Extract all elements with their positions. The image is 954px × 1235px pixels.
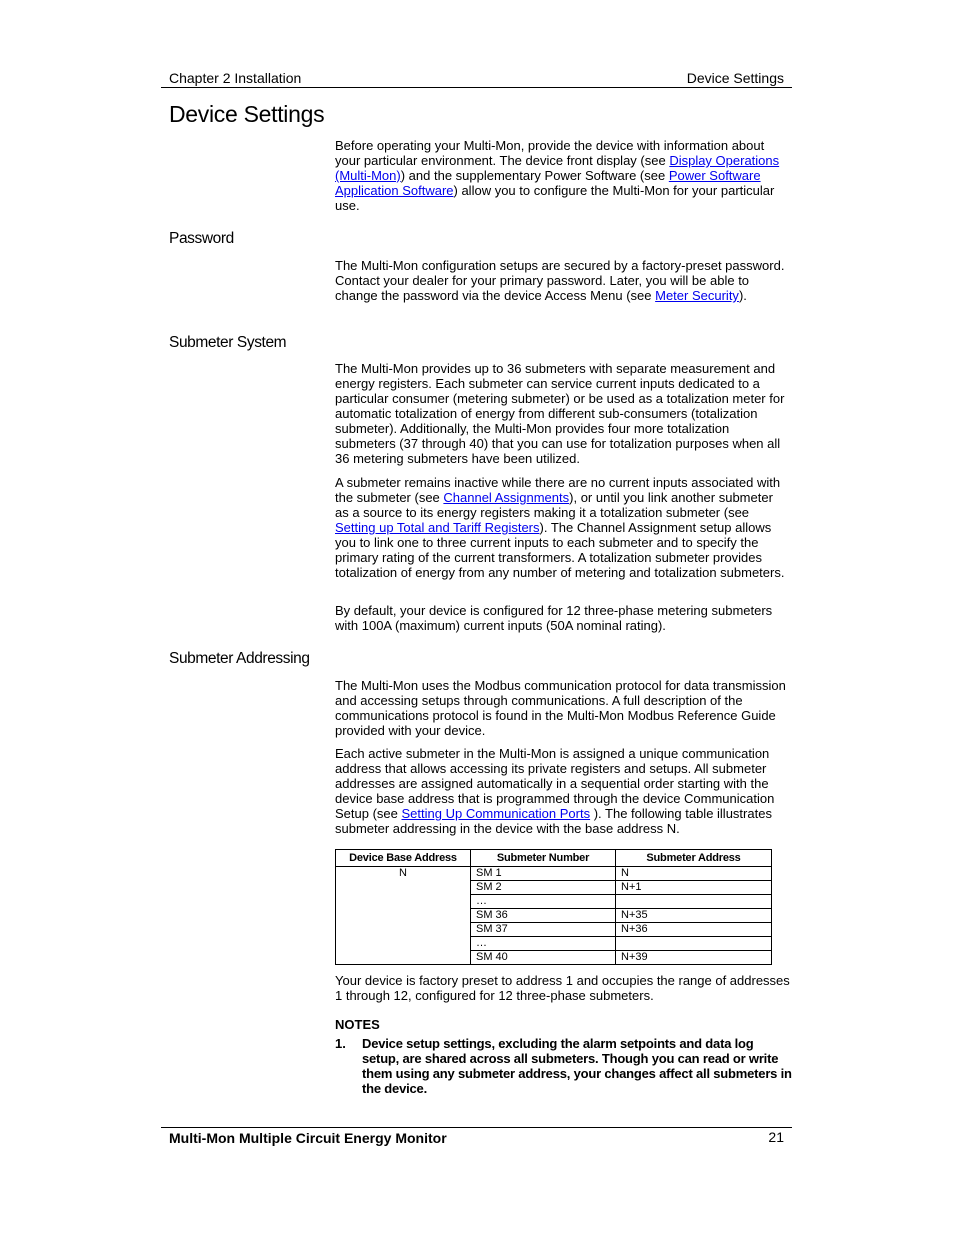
notes-heading: NOTES xyxy=(335,1017,380,1032)
page-title: Device Settings xyxy=(169,101,325,127)
ss-p2-text-3: ). The Channel Assignment setup allows you to link one to three current inputs to each submeter and to specify the primary rating of the current transformers. A totalization submeter provides totalization of energy from any number of metering and totalization submeters. xyxy=(335,520,785,580)
submeter-address-table xyxy=(335,849,772,965)
link-power-software[interactable]: Power Software Application Software xyxy=(335,168,761,198)
col-header-number: Submeter Number xyxy=(471,850,616,867)
table-header-row xyxy=(336,850,772,867)
table-cell xyxy=(616,937,772,951)
intro-text-2: ) and the supplementary Power Software (see xyxy=(400,168,669,183)
intro-text-3: ) allow you to configure the Multi-Mon for your particular use. xyxy=(335,183,775,213)
table-cell: … xyxy=(471,937,616,951)
sa-p2-text-2: ). The following table illustrates submeter addressing in the device with the base address N. xyxy=(335,806,772,836)
submeter-addressing-p1: The Multi-Mon uses the Modbus communication protocol for data transmission and accessing setups through communications. A full description of the communications protocol is found in the Multi-Mon Modbus Reference Guide provided with your device. xyxy=(335,678,786,738)
table-cell: SM 2 xyxy=(471,881,616,895)
submeter-system-p2 xyxy=(335,475,790,580)
ss-p2-text-2: ), or until you link another submeter as a source to its energy registers making it a totalization submeter (see xyxy=(335,490,773,520)
submeter-addressing-p3: Your device is factory preset to address 1 and occupies the range of addresses 1 through 12, configured for 12 three-phase submeters. xyxy=(335,973,790,1003)
sa-p2-text-1: Each active submeter in the Multi-Mon is assigned a unique communication address that allows accessing its private registers and setups. All submeter addresses are assigned automatically in a sequential order starting with the device base address that is programmed through the device Communication Setup (see xyxy=(335,746,775,821)
table-cell: SM 36 xyxy=(471,909,616,923)
table-cell: SM 37 xyxy=(471,923,616,937)
link-total-tariff-registers[interactable]: Setting up Total and Tariff Registers xyxy=(335,520,540,535)
col-header-base: Device Base Address xyxy=(336,850,471,867)
table-cell: N+39 xyxy=(616,951,772,965)
col-header-address: Submeter Address xyxy=(616,850,772,867)
footer-title: Multi-Mon Multiple Circuit Energy Monitor xyxy=(169,1130,447,1146)
header-section: Device Settings xyxy=(686,70,784,86)
header-rule xyxy=(161,87,792,88)
link-meter-security[interactable]: Meter Security xyxy=(655,288,739,303)
password-text-2: ). xyxy=(738,288,747,303)
submeter-system-p1: The Multi-Mon provides up to 36 submeters with separate measurement and energy registers. Each submeter can service current inputs dedicated to a particular consumer (metering submeter) or be used as a totalization meter for automatic totalization of energy from different sub-consumers (totalization submeter). Additionally, the Multi-Mon provides four more totalization submeters (37 through 40) that you can use for totalization purposes when all 36 metering submeters have been utilized. xyxy=(335,361,785,466)
heading-submeter-system: Submeter System xyxy=(169,334,287,351)
password-paragraph xyxy=(335,258,790,303)
header-chapter: Chapter 2 Installation xyxy=(169,70,302,86)
intro-paragraph xyxy=(335,138,790,213)
ss-p2-text-1: A submeter remains inactive while there are no current inputs associated with the submeter (see xyxy=(335,475,781,505)
link-display-operations[interactable]: Display Operations (Multi-Mon) xyxy=(335,153,780,183)
page-number: 21 xyxy=(768,1129,784,1145)
table-row xyxy=(336,867,772,881)
note-number: 1. xyxy=(335,1036,346,1051)
table-cell xyxy=(616,895,772,909)
submeter-system-p3: By default, your device is configured for 12 three-phase metering submeters with 100A (maximum) current inputs (50A nominal rating). xyxy=(335,603,773,633)
heading-submeter-addressing: Submeter Addressing xyxy=(169,650,310,667)
table-cell: N+1 xyxy=(616,881,772,895)
link-channel-assignments[interactable]: Channel Assignments xyxy=(443,490,570,505)
intro-text-1: Before operating your Multi-Mon, provide the device with information about your particular environment. The device front display (see xyxy=(335,138,765,168)
submeter-addressing-p2 xyxy=(335,746,790,836)
footer-rule xyxy=(161,1127,792,1128)
table-cell: N+36 xyxy=(616,923,772,937)
base-address-cell: N xyxy=(336,867,471,965)
heading-password: Password xyxy=(169,230,234,247)
table-cell: … xyxy=(471,895,616,909)
table-cell: SM 1 xyxy=(471,867,616,881)
table-cell: SM 40 xyxy=(471,951,616,965)
note-text: Device setup settings, excluding the alarm setpoints and data log setup, are shared across all submeters. Though you can read or write them using any submeter address, your changes affect all submeters in the device. xyxy=(362,1036,792,1096)
password-text-1: The Multi-Mon configuration setups are secured by a factory-preset password. Contact your dealer for your primary password. Later, you will be able to change the password via the device Access Menu (see xyxy=(335,258,785,303)
table-cell: N xyxy=(616,867,772,881)
link-communication-ports[interactable]: Setting Up Communication Ports xyxy=(401,806,591,821)
table-cell: N+35 xyxy=(616,909,772,923)
